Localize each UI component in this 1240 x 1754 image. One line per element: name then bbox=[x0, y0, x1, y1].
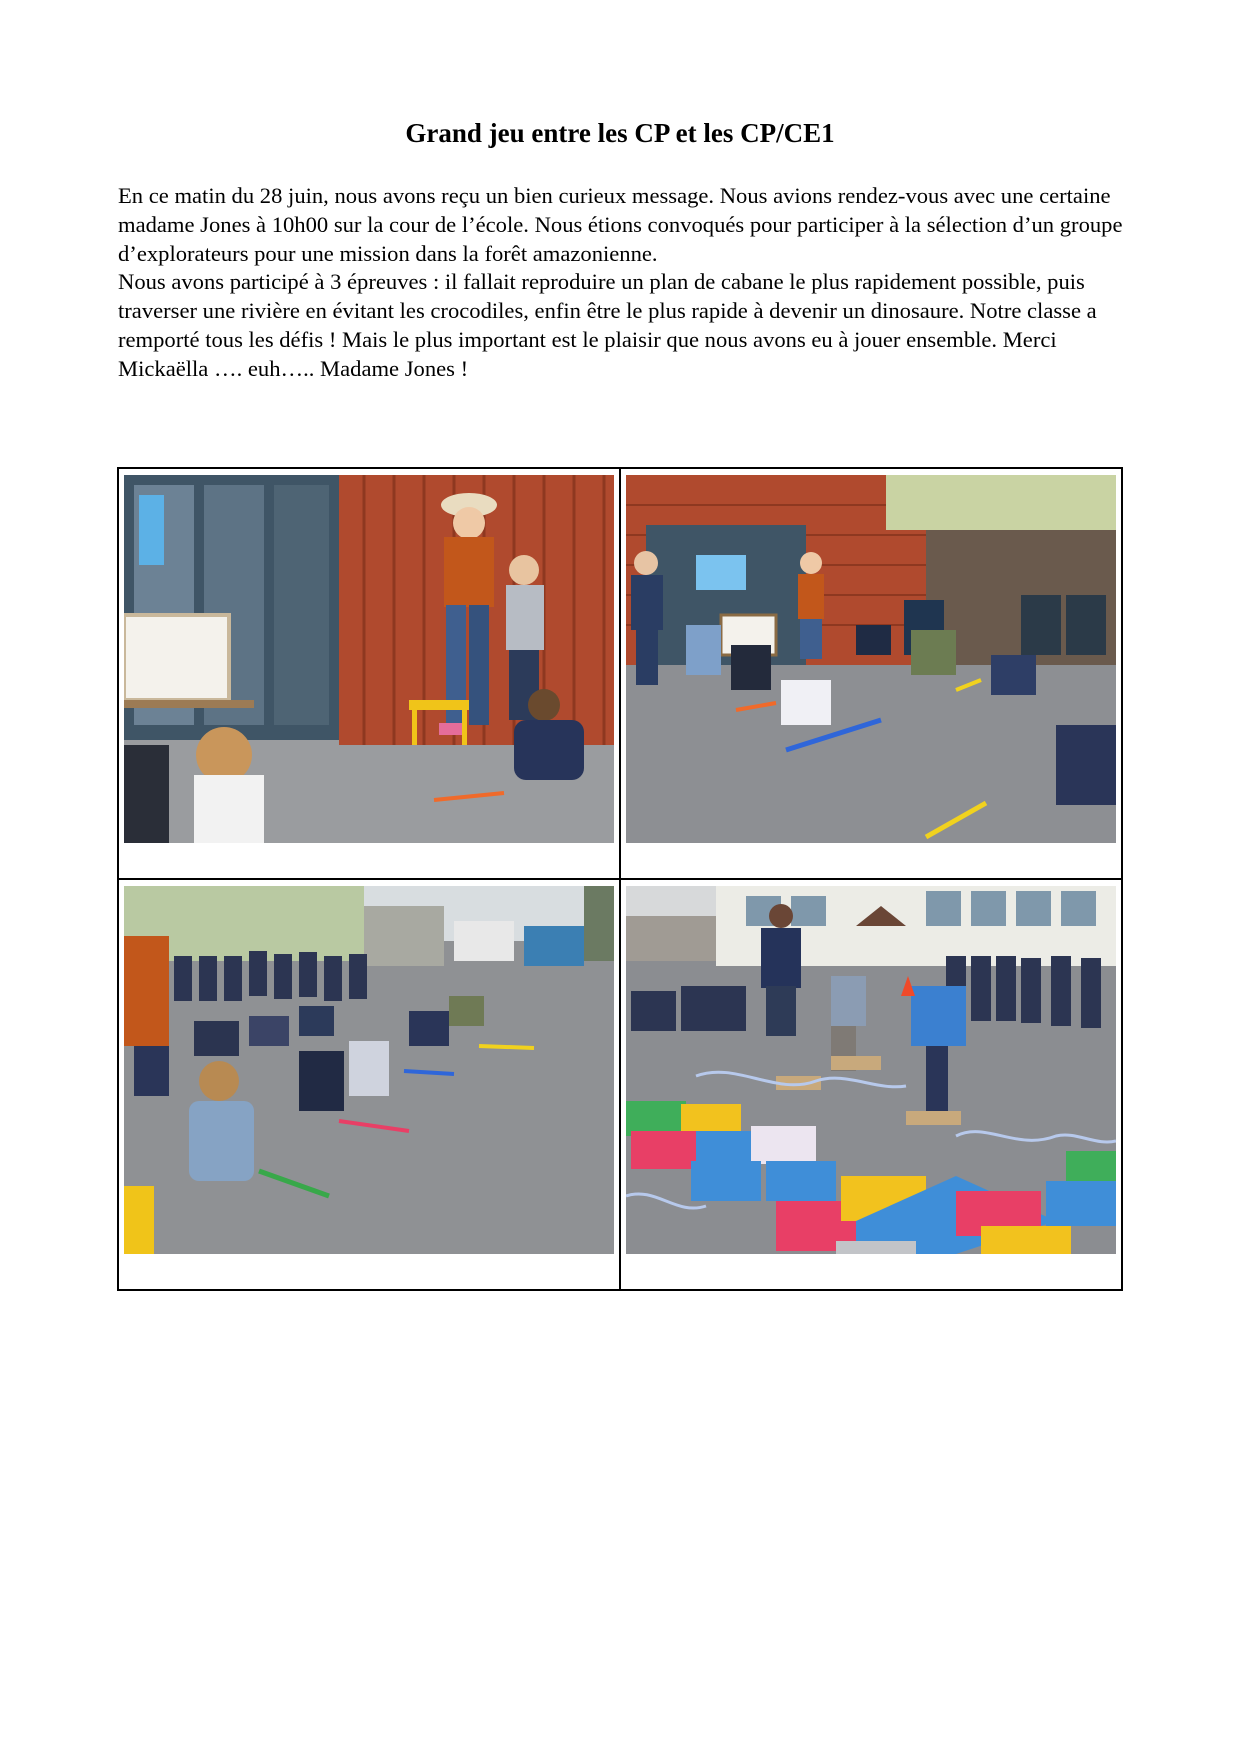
paragraph-intro: En ce matin du 28 juin, nous avons reçu un bien curieux message. Nous avions rendez-vous avec une certaine madame Jones à 10h00 sur la cour de l’école. Nous étions convoqués pour participer à la sélection d’un groupe d’explorateurs pour une mission dans la forêt amazonienne. bbox=[118, 183, 1123, 266]
photo-children-playground bbox=[124, 886, 614, 1254]
photo-hopscotch-game bbox=[626, 886, 1116, 1254]
photo-courtyard-building bbox=[626, 475, 1116, 843]
page-title: Grand jeu entre les CP et les CP/CE1 bbox=[405, 118, 835, 148]
photo-cell-2 bbox=[620, 468, 1122, 879]
paragraph-events: Nous avons participé à 3 épreuves : il fallait reproduire un plan de cabane le plus rapidement possible, puis traverser une rivière en évitant les crocodiles, enfin être le plus rapide à devenir un dinosaure. Notre classe a remporté tous les défis ! Mais le plus important est le plaisir que nous avons eu à jouer ensemble. Merci Mickaëlla …. euh….. Madame Jones ! bbox=[118, 269, 1097, 381]
photo-grid bbox=[117, 467, 1123, 1291]
photo-cell-1 bbox=[118, 468, 620, 879]
photo-cell-4 bbox=[620, 879, 1122, 1290]
article-body bbox=[118, 182, 1128, 384]
photo-madame-jones-doorway bbox=[124, 475, 614, 843]
photo-cell-3 bbox=[118, 879, 620, 1290]
